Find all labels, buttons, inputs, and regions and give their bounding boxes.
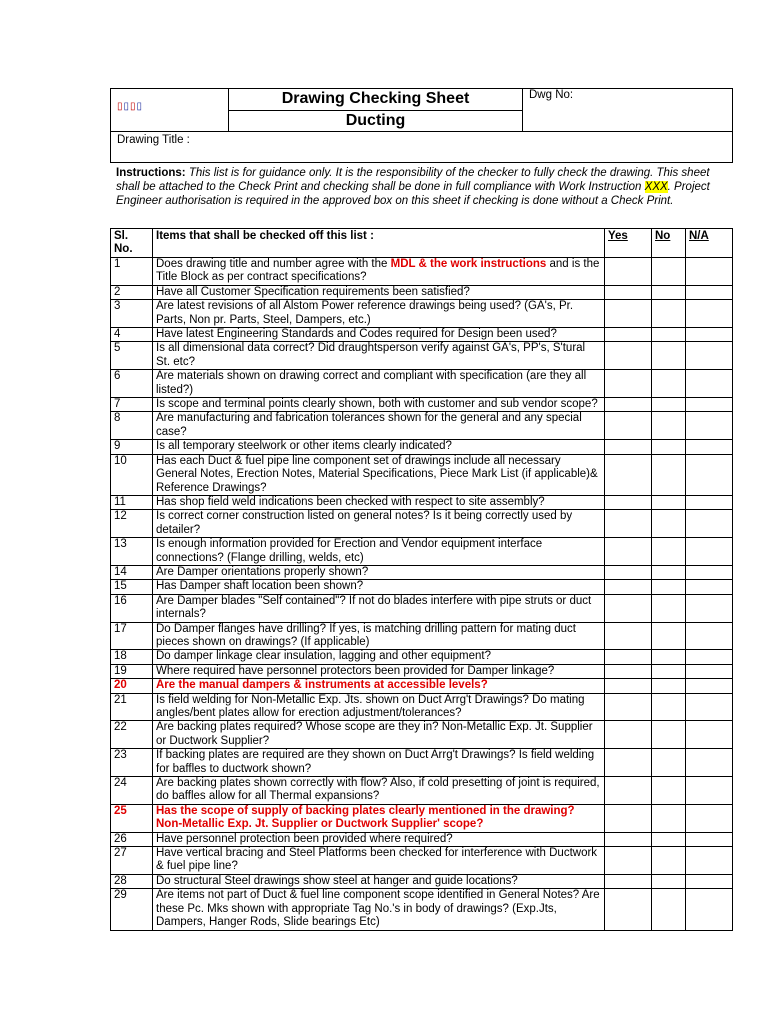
check-na[interactable]	[686, 693, 733, 721]
check-yes[interactable]	[605, 804, 652, 832]
sheet-subtitle: Ducting	[229, 110, 523, 132]
row-number: 16	[111, 594, 153, 622]
row-number: 9	[111, 440, 153, 454]
row-item-text: Is field welding for Non-Metallic Exp. Jts. shown on Duct Arrg't Drawings? Do mating angles/bent plates allow for erection adjustment/tolerances?	[153, 693, 605, 721]
row-number: 26	[111, 832, 153, 846]
check-yes[interactable]	[605, 565, 652, 579]
table-row	[111, 832, 733, 846]
check-na[interactable]	[686, 342, 733, 370]
work-instruction-highlight: XXX	[644, 181, 668, 193]
row-item-text: Is all dimensional data correct? Did draughtsperson verify against GA's, PP's, S'tural St. etc?	[153, 342, 605, 370]
row-number: 2	[111, 285, 153, 299]
row-number: 17	[111, 622, 153, 650]
table-row	[111, 370, 733, 398]
check-yes[interactable]	[605, 342, 652, 370]
check-na[interactable]	[686, 679, 733, 693]
check-yes[interactable]	[605, 874, 652, 888]
table-row	[111, 495, 733, 509]
table-row	[111, 679, 733, 693]
check-yes[interactable]	[605, 721, 652, 749]
row-number: 4	[111, 328, 153, 342]
check-no[interactable]	[652, 398, 686, 412]
check-no[interactable]	[652, 495, 686, 509]
check-yes[interactable]	[605, 622, 652, 650]
check-yes[interactable]	[605, 440, 652, 454]
row-number: 20	[111, 679, 153, 693]
check-na[interactable]	[686, 889, 733, 930]
check-no[interactable]	[652, 664, 686, 678]
check-yes[interactable]	[605, 650, 652, 664]
header-table	[110, 88, 733, 163]
row-item-text: Are the manual dampers & instruments at accessible levels?	[153, 679, 605, 693]
check-no[interactable]	[652, 580, 686, 594]
row-number: 5	[111, 342, 153, 370]
col-sl-no: Sl. No.	[111, 229, 153, 258]
row-item-text: Are latest revisions of all Alstom Power reference drawings being used? (GA's, Pr. Parts, Non pr. Parts, Steel, Dampers, etc.)	[153, 300, 605, 328]
row-item-text: Have latest Engineering Standards and Codes required for Design been used?	[153, 328, 605, 342]
table-row	[111, 454, 733, 495]
check-na[interactable]	[686, 300, 733, 328]
check-no[interactable]	[652, 285, 686, 299]
check-no[interactable]	[652, 749, 686, 777]
row-item-text: Are items not part of Duct & fuel line component scope identified in General Notes? Are these Pc. Mks shown with appropriate Tag No.'s in body of drawings? (Exp.Jts, Dampers, Hanger Rods, Slide bearings Etc)	[153, 889, 605, 930]
table-row	[111, 777, 733, 805]
row-item-text: Are Damper orientations properly shown?	[153, 565, 605, 579]
check-na[interactable]	[686, 622, 733, 650]
instructions-text: This list is for guidance only. It is the responsibility of the checker to fully check the drawing. This sheet shall be attached to the Check Print and checking shall be done in full compliance with Work Instruction	[116, 167, 710, 193]
check-na[interactable]	[686, 495, 733, 509]
row-item-segment: and is the Title Block as per contract specifications?	[156, 258, 600, 284]
table-row	[111, 398, 733, 412]
check-no[interactable]	[652, 412, 686, 440]
row-number: 6	[111, 370, 153, 398]
check-no[interactable]	[652, 510, 686, 538]
table-row	[111, 874, 733, 888]
col-no: No	[652, 229, 686, 258]
row-number: 22	[111, 721, 153, 749]
table-row	[111, 300, 733, 328]
row-number: 15	[111, 580, 153, 594]
instructions-text-end: . Project Engineer authorisation is required in the approved box on this sheet if checking is done without a Check Print.	[116, 181, 710, 207]
check-no[interactable]	[652, 874, 686, 888]
check-na[interactable]	[686, 328, 733, 342]
table-row	[111, 594, 733, 622]
check-na[interactable]	[686, 847, 733, 875]
row-number: 18	[111, 650, 153, 664]
table-row	[111, 693, 733, 721]
row-item-text: Are backing plates shown correctly with flow? Also, if cold presetting of joint is required, do baffles allow for all Thermal expansions?	[153, 777, 605, 805]
row-item-text: Are manufacturing and fabrication tolerances shown for the general and any special case?	[153, 412, 605, 440]
check-na[interactable]	[686, 258, 733, 286]
check-no[interactable]	[652, 622, 686, 650]
check-na[interactable]	[686, 664, 733, 678]
check-no[interactable]	[652, 847, 686, 875]
table-row	[111, 510, 733, 538]
check-yes[interactable]	[605, 412, 652, 440]
row-item-text: Is enough information provided for Erection and Vendor equipment interface connections? (Flange drilling, welds, etc)	[153, 538, 605, 566]
row-item-text: Have personnel protection been provided where required?	[153, 832, 605, 846]
col-items: Items that shall be checked off this list :	[153, 229, 605, 258]
table-row	[111, 721, 733, 749]
checking-sheet	[110, 88, 732, 931]
company-logo: ▯▯▯▯	[111, 89, 229, 132]
row-number: 7	[111, 398, 153, 412]
row-item-text: Is scope and terminal points clearly shown, both with customer and sub vendor scope?	[153, 398, 605, 412]
table-row	[111, 412, 733, 440]
table-row	[111, 650, 733, 664]
check-na[interactable]	[686, 832, 733, 846]
check-yes[interactable]	[605, 495, 652, 509]
row-item-text: If backing plates are required are they shown on Duct Arrg't Drawings? Is field welding for baffles to ductwork shown?	[153, 749, 605, 777]
row-item-text: Has shop field weld indications been checked with respect to site assembly?	[153, 495, 605, 509]
row-item-text: Have all Customer Specification requirements been satisfied?	[153, 285, 605, 299]
check-yes[interactable]	[605, 300, 652, 328]
row-number: 14	[111, 565, 153, 579]
check-yes[interactable]	[605, 538, 652, 566]
check-na[interactable]	[686, 594, 733, 622]
table-row	[111, 328, 733, 342]
check-yes[interactable]	[605, 749, 652, 777]
check-na[interactable]	[686, 804, 733, 832]
check-yes[interactable]	[605, 594, 652, 622]
table-row	[111, 440, 733, 454]
row-item-text: Is correct corner construction listed on general notes? Is it being correctly used by detailer?	[153, 510, 605, 538]
check-no[interactable]	[652, 538, 686, 566]
row-item-emphasis: MDL & the work instructions	[390, 258, 547, 270]
row-number: 23	[111, 749, 153, 777]
col-yes: Yes	[605, 229, 652, 258]
row-number: 21	[111, 693, 153, 721]
check-no[interactable]	[652, 565, 686, 579]
table-row	[111, 580, 733, 594]
row-item-text: Are Damper blades "Self contained"? If not do blades interfere with pipe struts or duct internals?	[153, 594, 605, 622]
check-na[interactable]	[686, 440, 733, 454]
check-no[interactable]	[652, 342, 686, 370]
check-no[interactable]	[652, 440, 686, 454]
instructions-label: Instructions:	[116, 167, 186, 179]
check-yes[interactable]	[605, 777, 652, 805]
table-row	[111, 749, 733, 777]
check-na[interactable]	[686, 749, 733, 777]
check-yes[interactable]	[605, 832, 652, 846]
sheet-title: Drawing Checking Sheet	[229, 89, 523, 111]
table-row	[111, 285, 733, 299]
checklist-table	[110, 228, 733, 931]
check-na[interactable]	[686, 650, 733, 664]
check-na[interactable]	[686, 777, 733, 805]
instructions	[110, 163, 732, 228]
check-no[interactable]	[652, 889, 686, 930]
check-no[interactable]	[652, 454, 686, 495]
row-number: 11	[111, 495, 153, 509]
check-no[interactable]	[652, 721, 686, 749]
check-no[interactable]	[652, 328, 686, 342]
table-row	[111, 622, 733, 650]
row-number: 25	[111, 804, 153, 832]
row-number: 8	[111, 412, 153, 440]
table-row	[111, 889, 733, 930]
col-na: N/A	[686, 229, 733, 258]
row-number: 24	[111, 777, 153, 805]
check-yes[interactable]	[605, 889, 652, 930]
check-no[interactable]	[652, 650, 686, 664]
row-item-segment: Does drawing title and number agree with the	[156, 258, 391, 270]
check-na[interactable]	[686, 565, 733, 579]
table-row	[111, 342, 733, 370]
check-no[interactable]	[652, 693, 686, 721]
check-no[interactable]	[652, 832, 686, 846]
row-item-text: Are backing plates required? Whose scope are they in? Non-Metallic Exp. Jt. Supplier or Ductwork Supplier?	[153, 721, 605, 749]
check-yes[interactable]	[605, 580, 652, 594]
row-number: 13	[111, 538, 153, 566]
row-number: 19	[111, 664, 153, 678]
row-number: 27	[111, 847, 153, 875]
check-na[interactable]	[686, 538, 733, 566]
row-item-text: Where required have personnel protectors been provided for Damper linkage?	[153, 664, 605, 678]
check-yes[interactable]	[605, 679, 652, 693]
row-item-text	[153, 258, 605, 286]
table-row	[111, 538, 733, 566]
check-na[interactable]	[686, 874, 733, 888]
check-yes[interactable]	[605, 398, 652, 412]
row-item-text: Do structural Steel drawings show steel at hanger and guide locations?	[153, 874, 605, 888]
row-number: 3	[111, 300, 153, 328]
row-number: 10	[111, 454, 153, 495]
table-row	[111, 847, 733, 875]
dwg-no-field[interactable]: Dwg No:	[523, 89, 733, 132]
check-na[interactable]	[686, 454, 733, 495]
check-na[interactable]	[686, 398, 733, 412]
check-na[interactable]	[686, 370, 733, 398]
row-number: 1	[111, 258, 153, 286]
check-no[interactable]	[652, 679, 686, 693]
row-item-text: Do Damper flanges have drilling? If yes, is matching drilling pattern for mating duct pieces shown on drawings? (If applicable)	[153, 622, 605, 650]
check-yes[interactable]	[605, 454, 652, 495]
check-na[interactable]	[686, 412, 733, 440]
check-yes[interactable]	[605, 510, 652, 538]
check-na[interactable]	[686, 580, 733, 594]
row-item-text: Do damper linkage clear insulation, lagging and other equipment?	[153, 650, 605, 664]
row-number: 29	[111, 889, 153, 930]
check-no[interactable]	[652, 370, 686, 398]
row-item-text: Is all temporary steelwork or other items clearly indicated?	[153, 440, 605, 454]
check-yes[interactable]	[605, 285, 652, 299]
check-no[interactable]	[652, 300, 686, 328]
row-item-text: Are materials shown on drawing correct and compliant with specification (are they all listed?)	[153, 370, 605, 398]
check-no[interactable]	[652, 258, 686, 286]
check-na[interactable]	[686, 285, 733, 299]
check-yes[interactable]	[605, 847, 652, 875]
check-yes[interactable]	[605, 664, 652, 678]
drawing-title-field[interactable]: Drawing Title :	[111, 132, 733, 163]
row-item-text: Has the scope of supply of backing plates clearly mentioned in the drawing? Non-Metallic Exp. Jt. Supplier or Ductwork Supplier' scope?	[153, 804, 605, 832]
check-na[interactable]	[686, 510, 733, 538]
check-na[interactable]	[686, 721, 733, 749]
row-number: 12	[111, 510, 153, 538]
table-row	[111, 804, 733, 832]
check-no[interactable]	[652, 804, 686, 832]
check-no[interactable]	[652, 594, 686, 622]
row-item-text: Has Damper shaft location been shown?	[153, 580, 605, 594]
table-row	[111, 664, 733, 678]
table-row	[111, 258, 733, 286]
check-yes[interactable]	[605, 693, 652, 721]
row-item-text: Has each Duct & fuel pipe line component set of drawings include all necessary General Notes, Erection Notes, Material Specifications, Piece Mark List (if applicable)& Reference Drawings?	[153, 454, 605, 495]
check-yes[interactable]	[605, 370, 652, 398]
check-yes[interactable]	[605, 258, 652, 286]
check-no[interactable]	[652, 777, 686, 805]
check-yes[interactable]	[605, 328, 652, 342]
row-item-text: Have vertical bracing and Steel Platforms been checked for interference with Ductwork & fuel pipe line?	[153, 847, 605, 875]
table-row	[111, 565, 733, 579]
row-number: 28	[111, 874, 153, 888]
